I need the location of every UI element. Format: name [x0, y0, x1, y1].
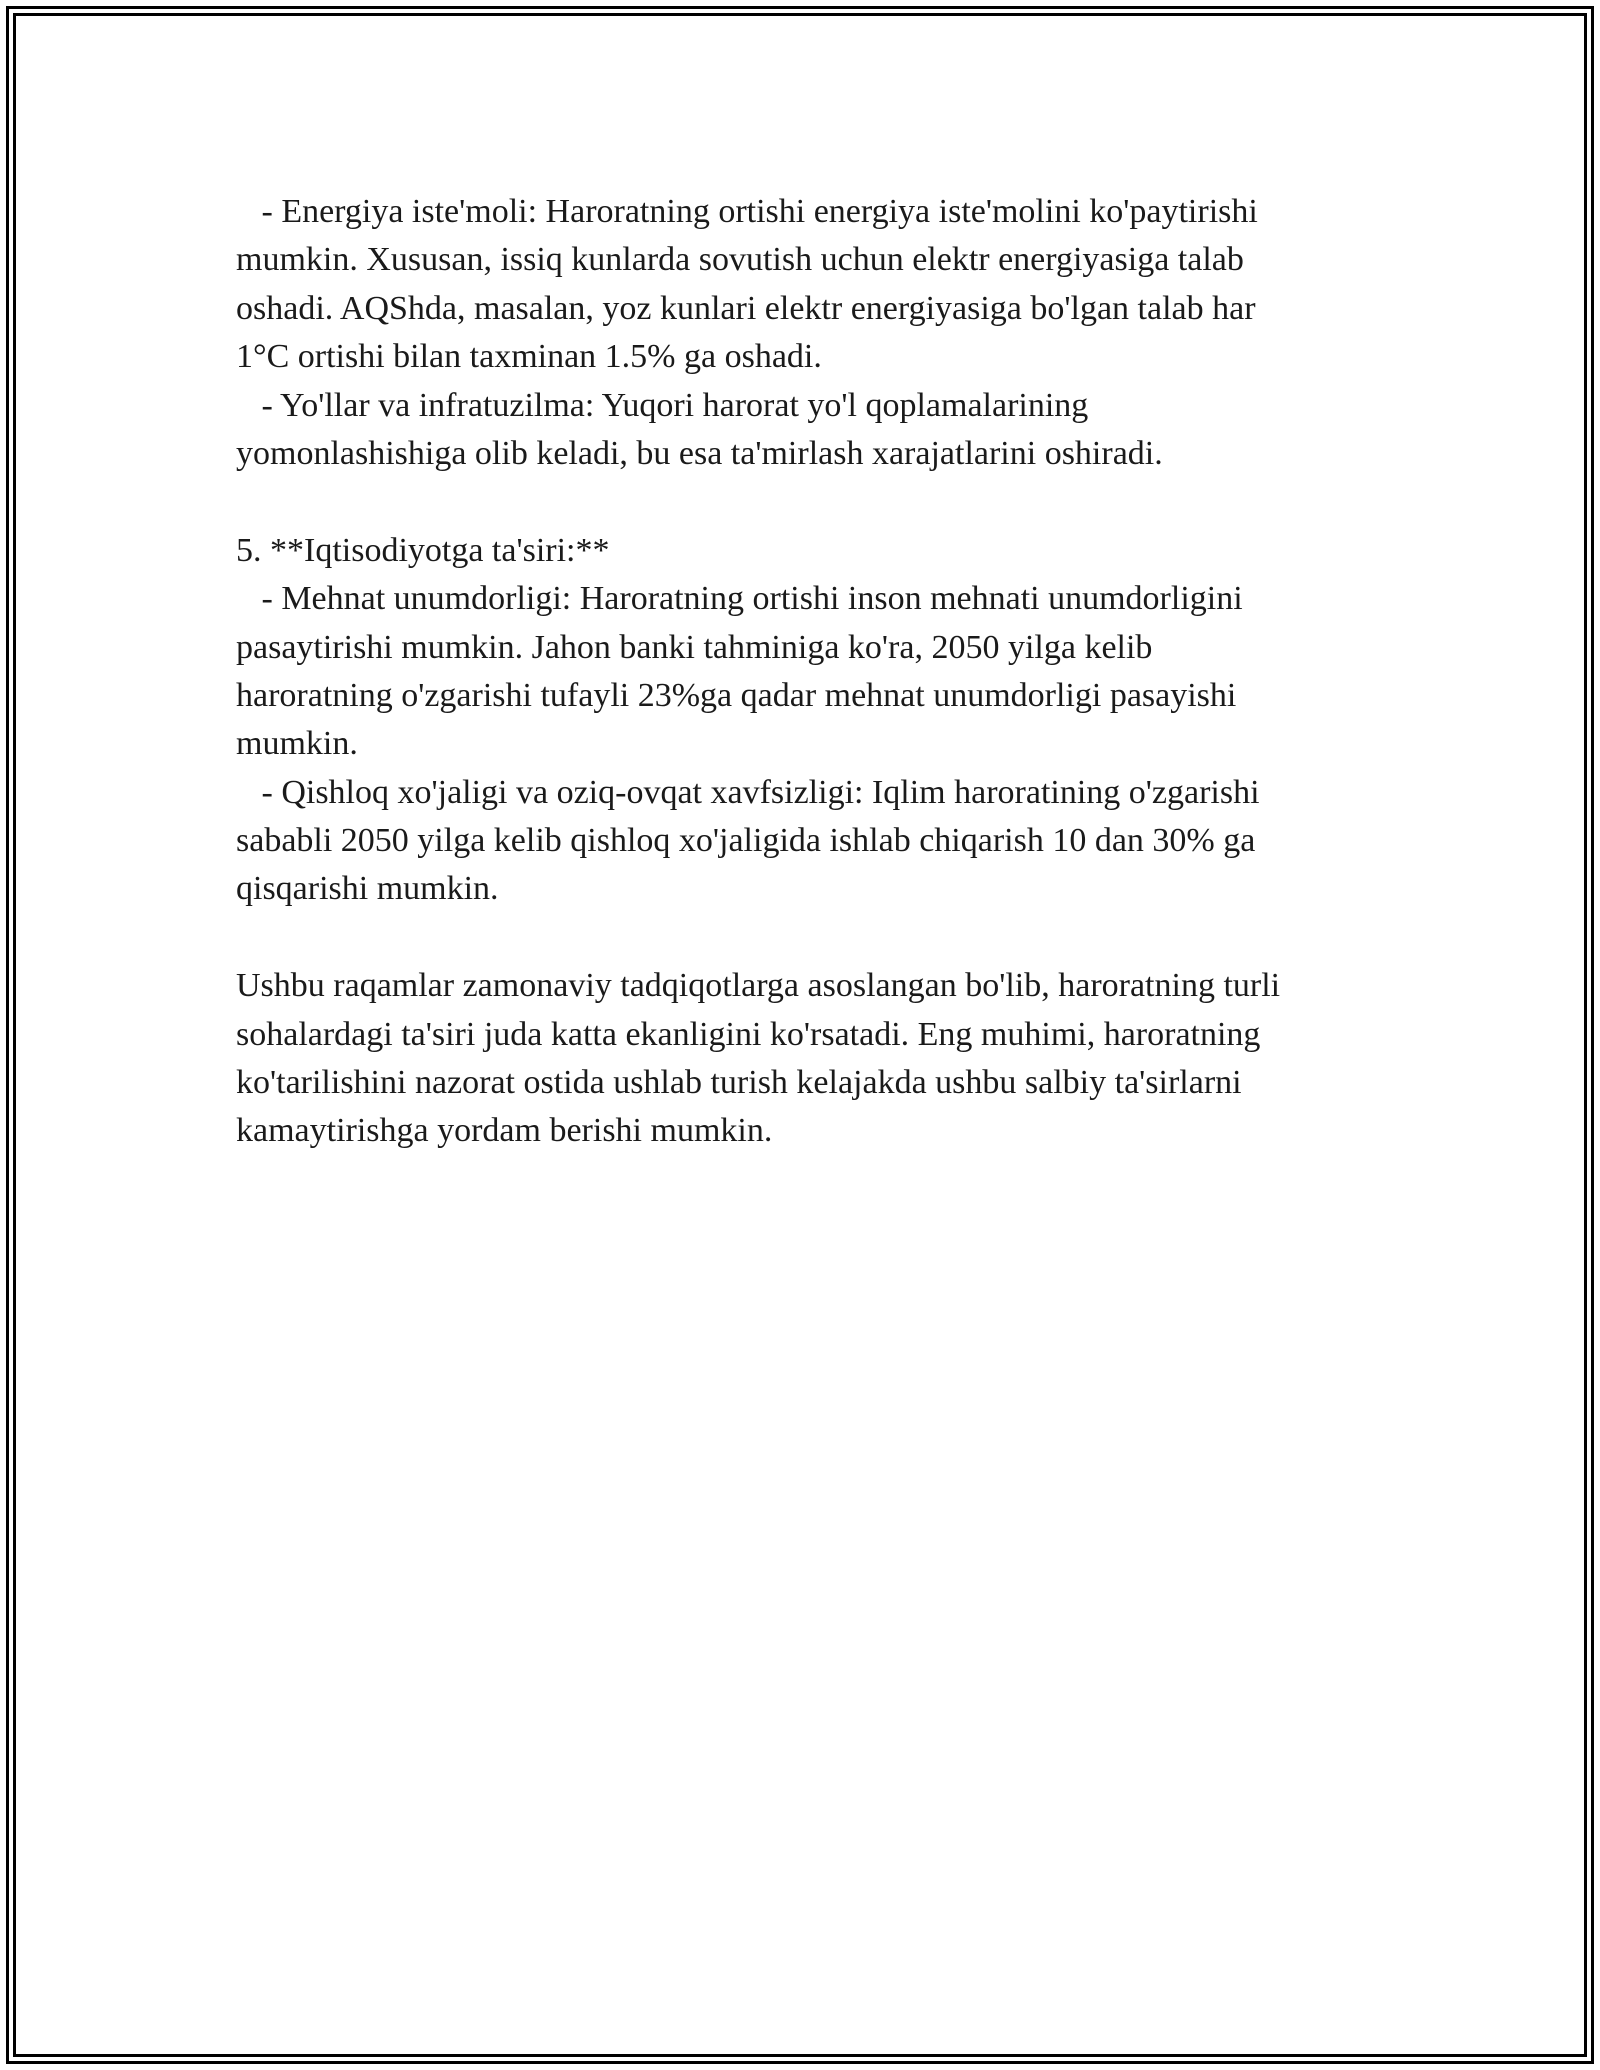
text-line: - Energiya iste'moli: Haroratning ortishi energiya iste'molini ko'paytirishi [236, 193, 1258, 230]
text-line: Ushbu raqamlar zamonaviy tadqiqotlarga asoslangan bo'lib, haroratning turli [236, 967, 1281, 1005]
text-line: 1°C ortishi bilan taxminan 1.5% ga oshadi. [236, 338, 822, 376]
paragraph-gap [236, 914, 1396, 962]
text-line: mumkin. Xususan, issiq kunlarda sovutish uchun elektr energiyasiga talab [236, 241, 1244, 279]
text-line: - Mehnat unumdorligi: Haroratning ortishi inson mehnati unumdorligini [236, 580, 1243, 618]
document-body [236, 188, 1396, 1156]
section-heading: 5. **Iqtisodiyotga ta'siri:** [236, 531, 610, 569]
text-line: haroratning o'zgarishi tufayli 23%ga qadar mehnat unumdorligi pasayishi [236, 676, 1237, 714]
text-line: ko'tarilishini nazorat ostida ushlab turish kelajakda ushbu salbiy ta'sirlarni [236, 1064, 1242, 1102]
text-line: pasaytirishi mumkin. Jahon banki tahminiga ko'ra, 2050 yilga kelib [236, 628, 1153, 666]
text-line: qisqarishi mumkin. [236, 870, 499, 908]
paragraph-economy-impact [236, 527, 1396, 914]
text-line: - Qishloq xo'jaligi va oziq-ovqat xavfsizligi: Iqlim haroratining o'zgarishi [236, 773, 1260, 811]
text-line: oshadi. AQShda, masalan, yoz kunlari elektr energiyasiga bo'lgan talab har [236, 289, 1256, 327]
text-line: mumkin. [236, 725, 358, 763]
paragraph-gap [236, 478, 1396, 526]
text-line: - Yo'llar va infratuzilma: Yuqori harorat yo'l qoplamalarining [236, 386, 1089, 424]
text-line: kamaytirishga yordam berishi mumkin. [236, 1112, 773, 1150]
paragraph-energy-infrastructure [236, 188, 1396, 478]
text-line: sababli 2050 yilga kelib qishloq xo'jaligida ishlab chiqarish 10 dan 30% ga [236, 822, 1256, 860]
text-line: sohalardagi ta'siri juda katta ekanligini ko'rsatadi. Eng muhimi, haroratning [236, 1015, 1261, 1053]
text-line: yomonlashishiga olib keladi, bu esa ta'mirlash xarajatlarini oshiradi. [236, 434, 1163, 472]
paragraph-conclusion [236, 962, 1396, 1156]
